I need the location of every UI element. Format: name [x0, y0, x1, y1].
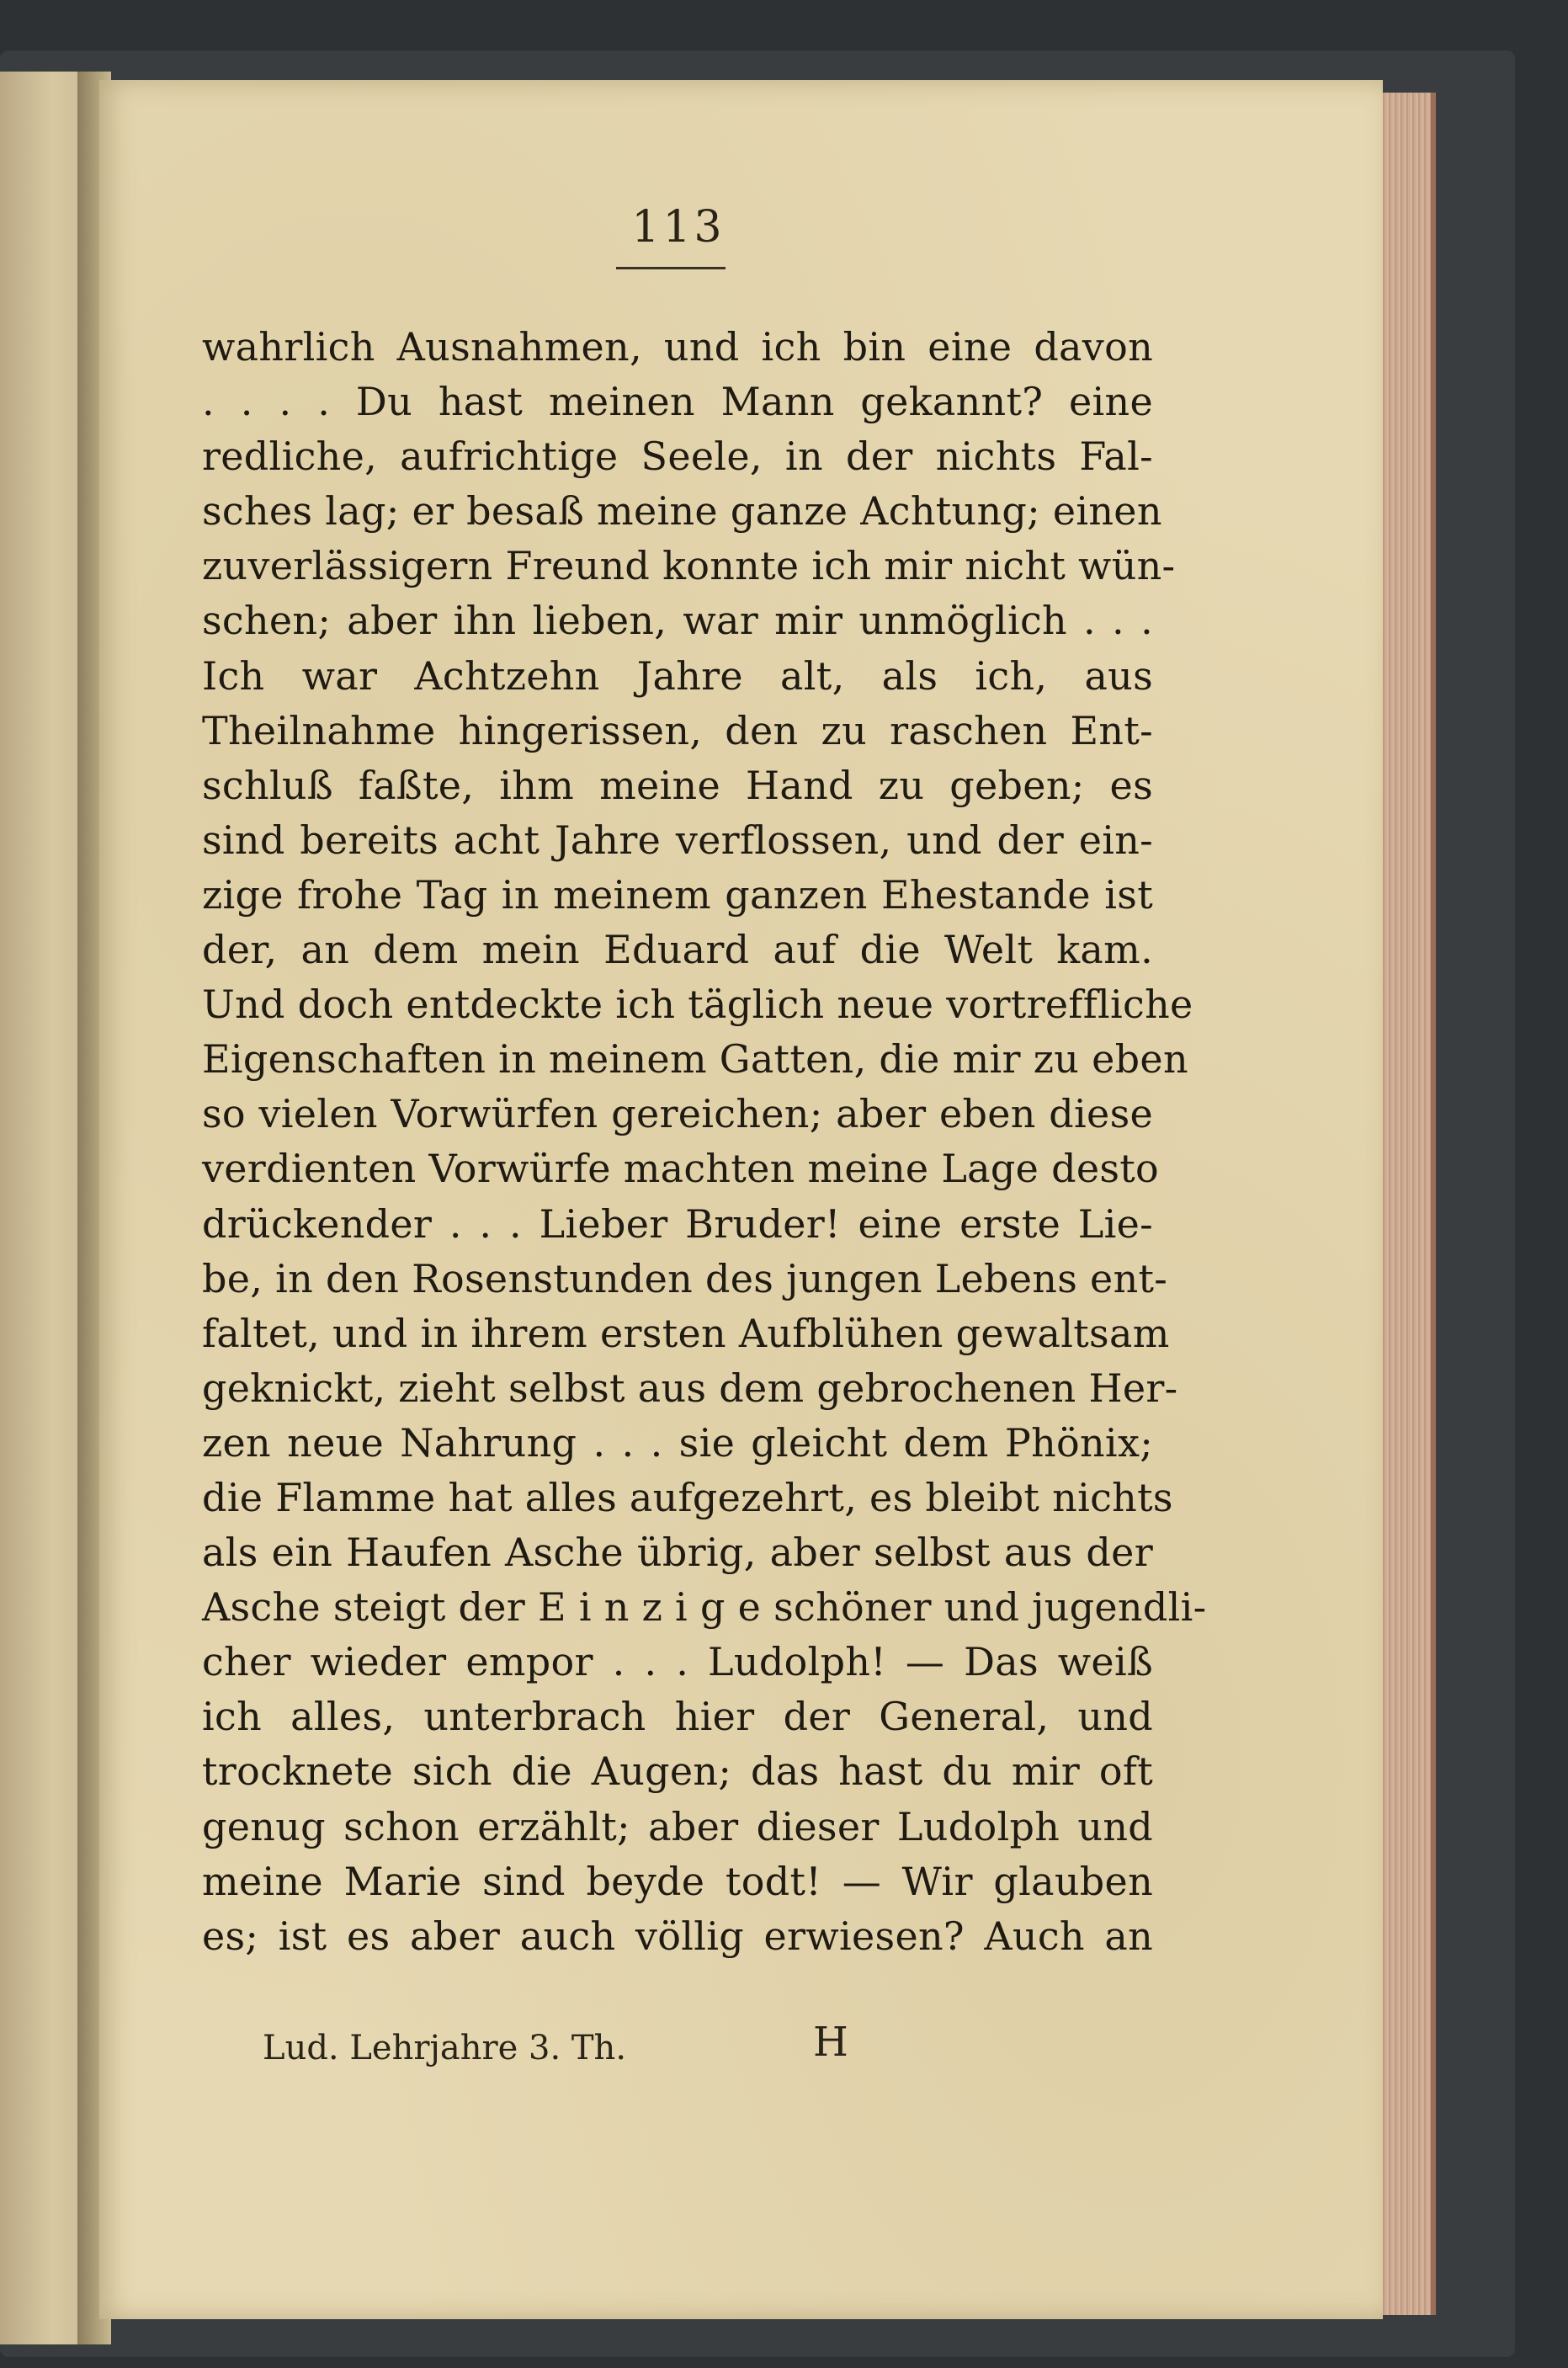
text-line: wahrlich Ausnahmen, und ich bin eine davon [202, 324, 1153, 370]
text-line: geknickt, zieht selbst aus dem gebrochenen Her- [202, 1365, 1178, 1411]
text-line: verdienten Vorwürfe machten meine Lage desto [202, 1146, 1160, 1192]
text-line: zen neue Nahrung . . . sie gleicht dem Phönix; [202, 1419, 1153, 1466]
text-line: . . . . Du hast meinen Mann gekannt? eine [202, 379, 1153, 425]
body-text [202, 320, 1207, 1964]
signature-mark: H [813, 2019, 848, 2066]
page-number-rule [616, 267, 726, 269]
text-line: meine Marie sind beyde todt! — Wir glauben [202, 1858, 1153, 1904]
text-line: faltet, und in ihrem ersten Aufblühen gewaltsam [202, 1310, 1170, 1356]
text-line: Eigenschaften in meinem Gatten, die mir zu eben [202, 1036, 1188, 1083]
text-line: Theilnahme hingerissen, den zu raschen Ent- [202, 707, 1153, 753]
text-line: die Flamme hat alles aufgezehrt, es bleibt nichts [202, 1474, 1173, 1520]
text-line: sches lag; er besaß meine ganze Achtung; einen [202, 488, 1162, 535]
text-line: drückender . . . Lieber Bruder! eine erste Lie- [202, 1200, 1153, 1247]
text-line: der, an dem mein Eduard auf die Welt kam. [202, 927, 1153, 973]
left-page-edge [0, 72, 88, 2344]
text-line: schen; aber ihn lieben, war mir unmöglich . . . [202, 598, 1153, 644]
text-line: Asche steigt der E i n z i g e schöner und jugendli- [202, 1584, 1207, 1631]
text-line: so vielen Vorwürfen gereichen; aber eben diese [202, 1091, 1153, 1137]
text-line: redliche, aufrichtige Seele, in der nichts Fal- [202, 434, 1153, 480]
text-line: Ich war Achtzehn Jahre alt, als ich, aus [202, 652, 1153, 699]
text-line: es; ist es aber auch völlig erwiesen? Auch an [202, 1913, 1153, 1959]
text-line: sind bereits acht Jahre verflossen, und der ein- [202, 817, 1153, 863]
text-line: trocknete sich die Augen; das hast du mir oft [202, 1748, 1153, 1795]
printer-signature: Lud. Lehrjahre 3. Th. [263, 2029, 627, 2067]
text-line: zige frohe Tag in meinem ganzen Ehestande ist [202, 871, 1153, 918]
text-line: als ein Haufen Asche übrig, aber selbst aus der [202, 1530, 1153, 1576]
page-number: 113 [631, 202, 726, 253]
text-line: cher wieder empor . . . Ludolph! — Das weiß [202, 1639, 1153, 1685]
text-line: zuverlässigern Freund konnte ich mir nicht wün- [202, 543, 1176, 589]
text-line: ich alles, unterbrach hier der General, und [202, 1694, 1153, 1740]
text-line: schluß faßte, ihm meine Hand zu geben; es [202, 762, 1153, 808]
text-line: genug schon erzählt; aber dieser Ludolph und [202, 1803, 1153, 1849]
text-line: be, in den Rosenstunden des jungen Lebens ent- [202, 1255, 1168, 1301]
text-line: Und doch entdeckte ich täglich neue vortreffliche [202, 982, 1193, 1028]
